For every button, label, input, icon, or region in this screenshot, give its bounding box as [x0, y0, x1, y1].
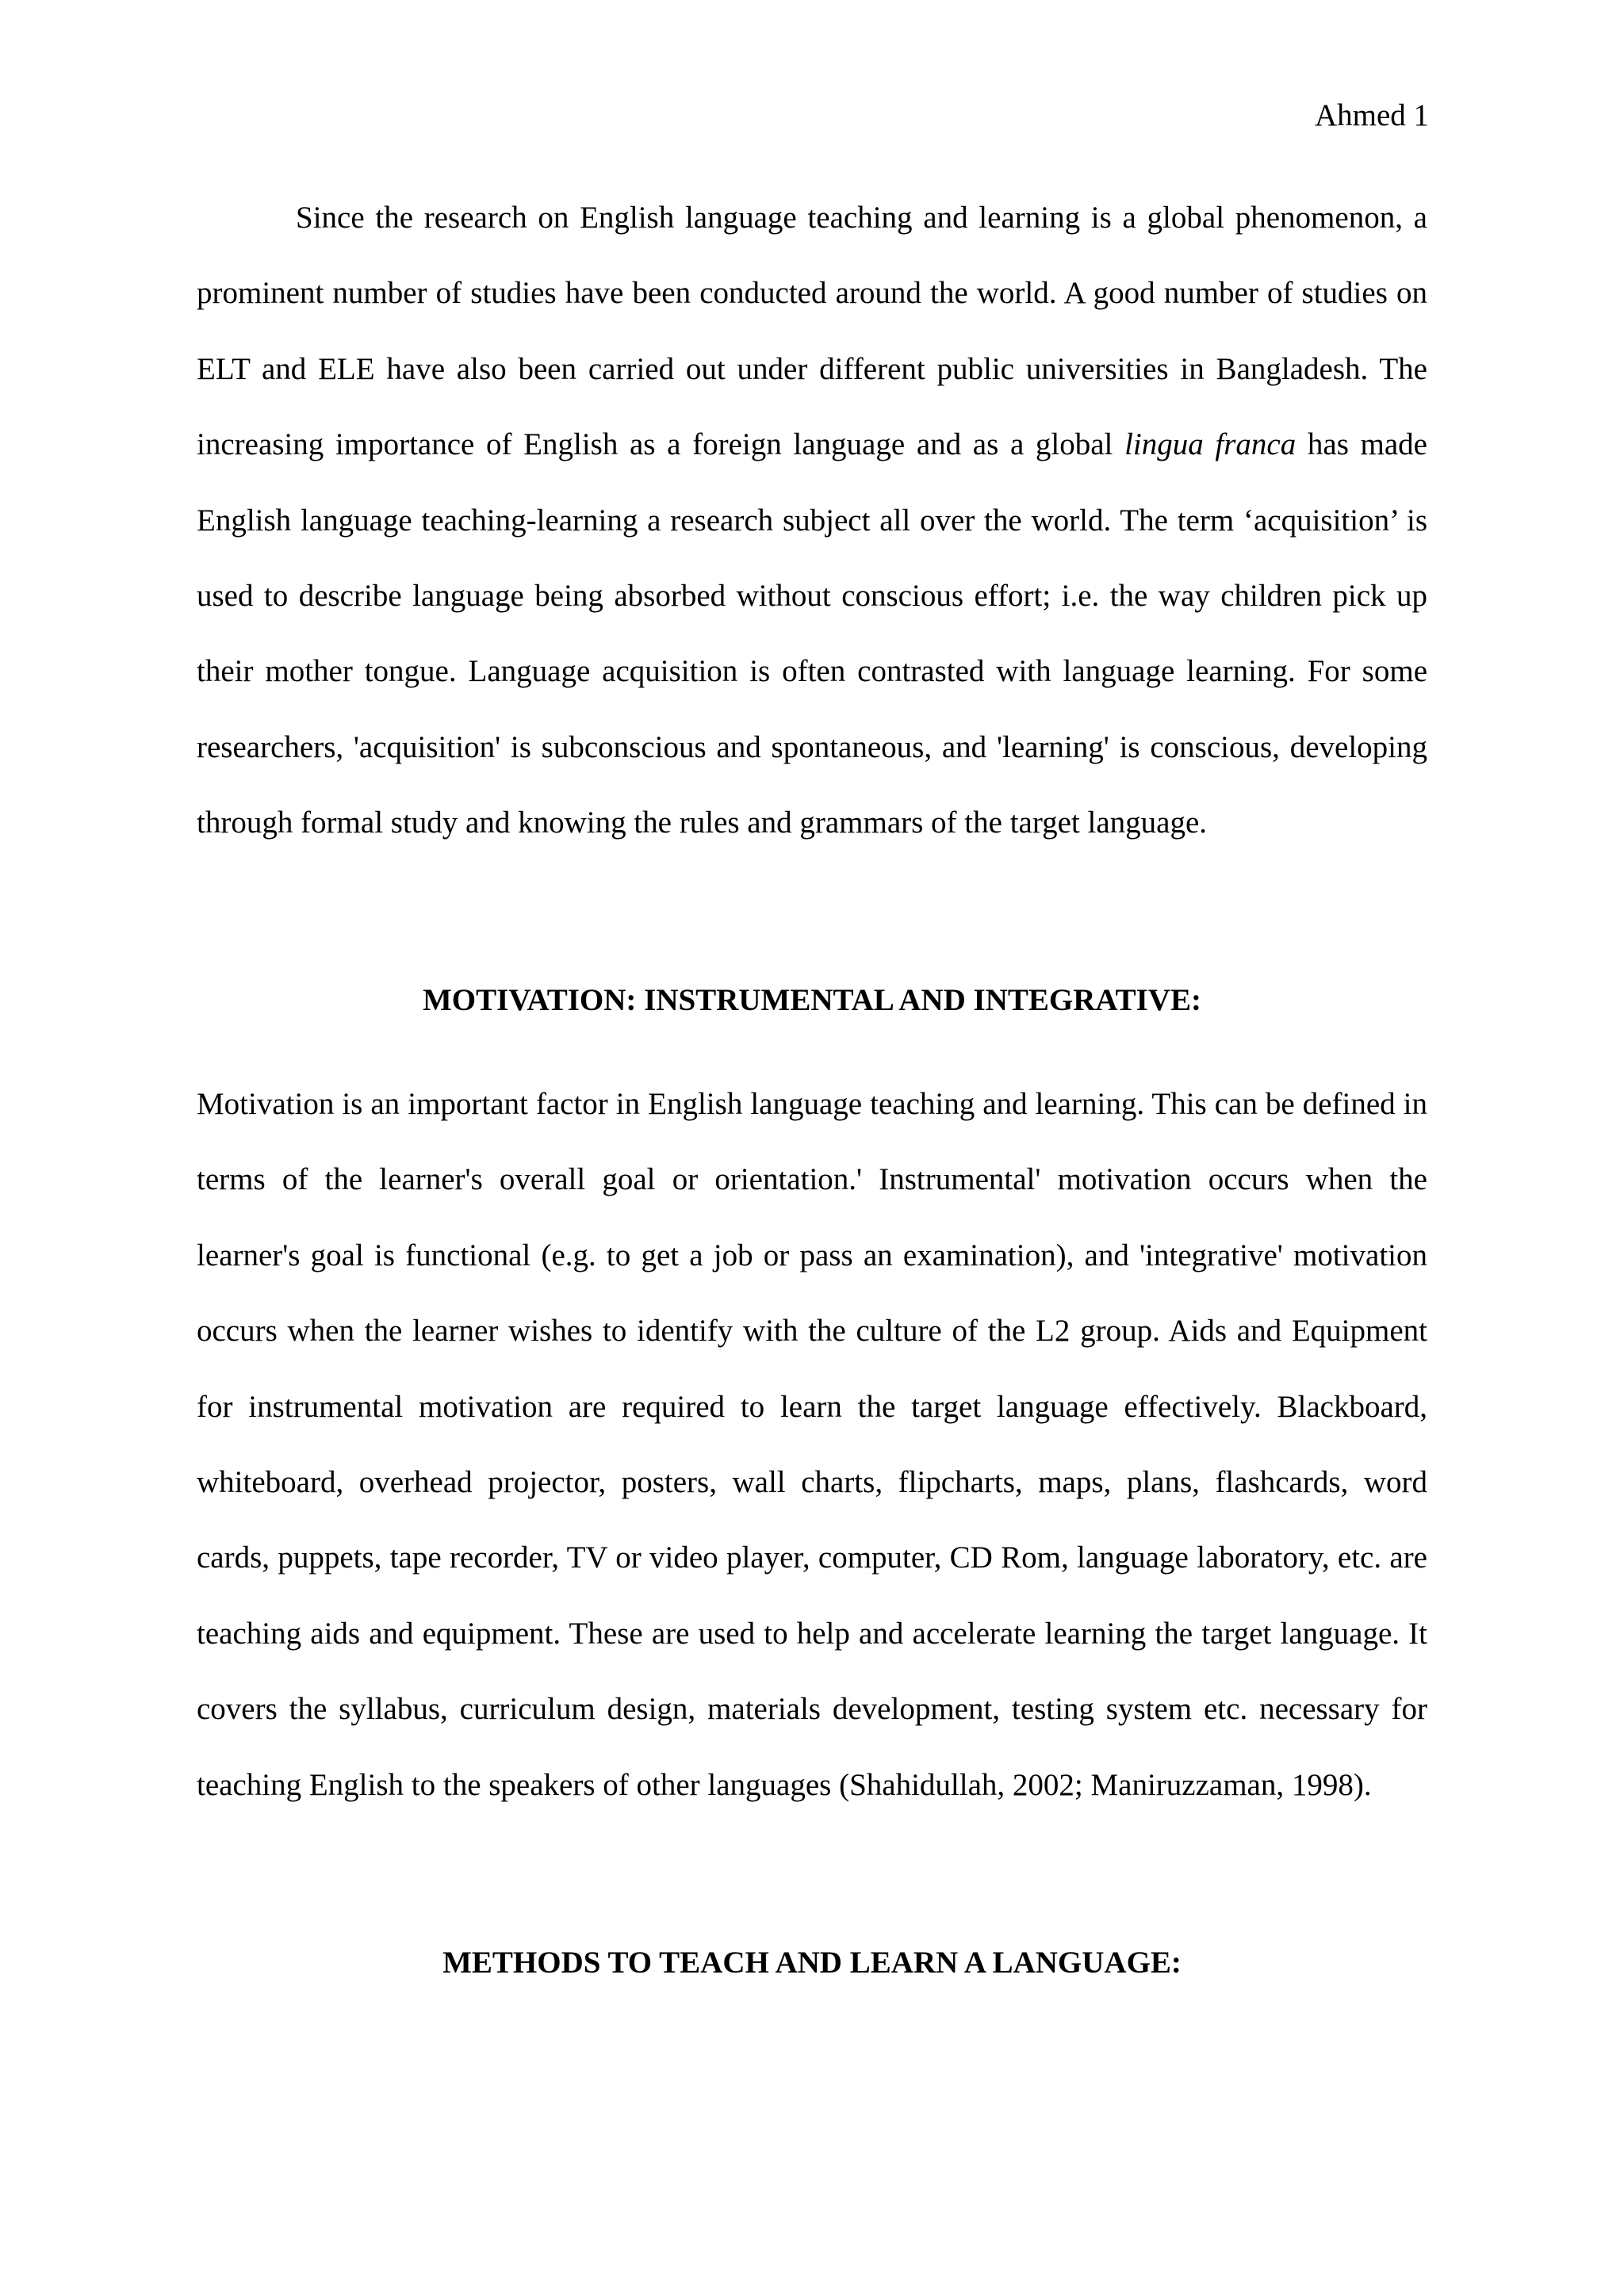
- italic-term: lingua franca: [1124, 427, 1297, 462]
- paragraph-acquisition: [197, 180, 1427, 861]
- running-head: Ahmed 1: [1314, 98, 1429, 132]
- section-heading-methods: METHODS TO TEACH AND LEARN A LANGUAGE:: [442, 1946, 1182, 1980]
- paragraph-text: Since the research on English language teaching and learning is a global phenomenon, a prominent number of studies have been conducted around the world. A good number of studies on ELT and ELE have also been carried out under different public universities in Bangladesh. The increasing importance of English as a foreign language and as a global: [197, 201, 1427, 462]
- paragraph-motivation: Motivation is an important factor in English language teaching and learning. This can be defined in terms of the learner's overall goal or orientation.' Instrumental' motivation occurs when the learner's goal is functional (e.g. to get a job or pass an examination), and 'integrative' motivation occurs when the learner wishes to identify with the culture of the L2 group. Aids and Equipment for instrumental motivation are required to learn the target language effectively. Blackboard, whiteboard, overhead projector, posters, wall charts, flipcharts, maps, plans, flashcards, word cards, puppets, tape recorder, TV or video player, computer, CD Rom, language laboratory, etc. are teaching aids and equipment. These are used to help and accelerate learning the target language. It covers the syllabus, curriculum design, materials development, testing system etc. necessary for teaching English to the speakers of other languages (Shahidullah, 2002; Maniruzzaman, 1998).: [197, 1087, 1427, 1802]
- section-heading-motivation: MOTIVATION: INSTRUMENTAL AND INTEGRATIVE:: [422, 983, 1201, 1017]
- paragraph-text: has made English language teaching-learning a research subject all over the world. The term ‘acquisition’ is used to describe language being absorbed without conscious effort; i.e. the way children pick up their mother tongue. Language acquisition is often contrasted with language learning. For some researchers, 'acquisition' is subconscious and spontaneous, and 'learning' is conscious, developing through formal study and knowing the rules and grammars of the target language.: [197, 427, 1427, 840]
